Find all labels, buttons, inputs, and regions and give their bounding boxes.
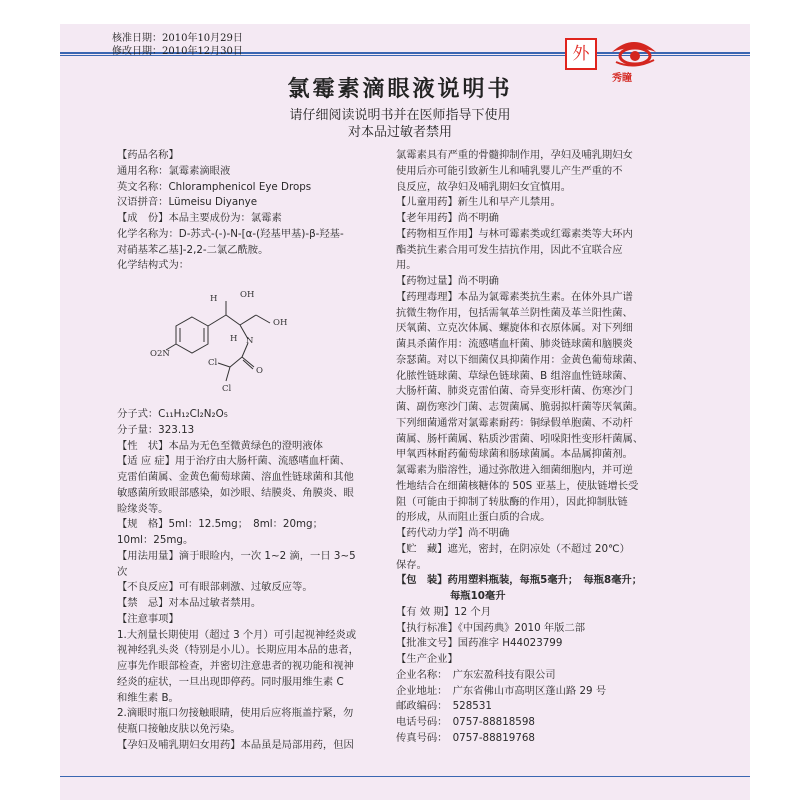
right-line: 【批准文号】国药准字 H44023799 <box>396 637 563 650</box>
atom-label: H <box>230 334 238 344</box>
right-line: 阻（可能由于抑制了转肽酶的作用），因此抑制肽链 <box>396 495 628 508</box>
left-line: 10ml：25mg。 <box>117 534 194 546</box>
right-line: 酯类抗生素合用可发生拮抗作用，因此不宜联合应 <box>396 243 623 256</box>
left-line: 次 <box>117 565 128 578</box>
left-column-bottom <box>117 407 359 754</box>
right-line: 邮政编码： 528531 <box>396 700 492 713</box>
atom-label: Cl <box>222 384 232 394</box>
left-line: 睑缘炎等。 <box>117 502 169 515</box>
right-line: 抗微生物作用，包括需氧革兰阴性菌及革兰阳性菌、 <box>396 306 633 319</box>
atom-label: N <box>246 336 254 346</box>
right-line: 菌属、肠杆菌属、粘质沙雷菌、吲哚阳性变形杆菌属、 <box>396 432 644 445</box>
right-line: 【老年用药】尚不明确 <box>396 212 499 224</box>
right-line: 下列细菌通常对氯霉素耐药：铜绿假单胞菌、不动杆 <box>396 416 633 429</box>
right-line: 性地结合在细菌核糖体的 50S 亚基上，使肽链增长受 <box>396 479 639 492</box>
right-line: 的形成，从而阻止蛋白质的合成。 <box>396 511 551 524</box>
right-line: 保存。 <box>396 558 427 571</box>
left-line: 视神经乳头炎（特别是小儿）。长期应用本品的患者， <box>117 644 359 657</box>
subtitle-instruction: 请仔细阅读说明书并在医师指导下使用 <box>289 108 511 123</box>
right-line: 氯霉素具有严重的骨髓抑制作用，孕妇及哺乳期妇女 <box>396 149 633 161</box>
right-line: 甲氧西林耐药葡萄球菌和肠球菌属。本品属抑菌剂。 <box>396 448 633 461</box>
right-line: 【药理毒理】本品为氯霉素类抗生素。在体外具广谱 <box>396 290 633 303</box>
packaging-line: 【包 装】药用塑料瓶装，每瓶5毫升； 每瓶8毫升； <box>396 574 643 587</box>
left-line: 化学名称为：D-苏式-(-)-N-[α-(羟基甲基)-β-羟基- <box>117 227 344 240</box>
left-column-top <box>117 148 344 274</box>
right-line: 大肠杆菌、肺炎克雷伯菌、奇异变形杆菌、伤寒沙门 <box>396 385 633 398</box>
left-line: 敏感菌所致眼部感染，如沙眼、结膜炎、角膜炎、眼 <box>117 486 354 499</box>
right-line: 【药代动力学】尚不明确 <box>396 527 510 539</box>
subtitle-warning: 对本品过敏者禁用 <box>347 125 452 140</box>
left-line: 克雷伯菌属、金黄色葡萄球菌、溶血性链球菌和其他 <box>117 471 354 483</box>
left-line: 汉语拼音：Lümeisu Diyanye <box>117 196 258 209</box>
left-line: 分子式：C₁₁H₁₂Cl₂N₂O₅ <box>117 408 228 420</box>
left-line: 应事先作眼部检查，并密切注意患者的视功能和视神 <box>117 660 354 672</box>
right-line: 【药物相互作用】与林可霉素类或红霉素类等大环内 <box>396 227 633 240</box>
left-line: 【注意事项】 <box>117 612 179 625</box>
brand-name: 秀瞳 <box>612 73 632 84</box>
right-line: 菌、副伤寒沙门菌、志贺菌属、脆弱拟杆菌等厌氧菌。 <box>396 401 644 413</box>
right-line: 【药物过量】尚不明确 <box>396 275 499 287</box>
left-line: 【禁 忌】对本品过敏者禁用。 <box>117 597 262 609</box>
chemical-structure <box>130 277 300 407</box>
atom-label: O <box>256 366 263 376</box>
right-line: 【贮 藏】遮光，密封，在阴凉处（不超过 20℃） <box>396 542 630 555</box>
atom-label: H <box>210 294 218 304</box>
left-line: 2.滴眼时瓶口勿接触眼睛，使用后应将瓶盖拧紧，勿 <box>117 707 354 720</box>
atom-label: OH <box>240 290 255 300</box>
right-line: 【儿童用药】新生儿和早产儿禁用。 <box>396 196 561 209</box>
left-line: 通用名称：氯霉素滴眼液 <box>117 164 231 177</box>
right-line: 传真号码： 0757-88819768 <box>396 731 535 744</box>
external-use-mark: 外 <box>565 38 597 70</box>
left-line: 【性 状】本品为无色至微黄绿色的澄明液体 <box>117 439 323 452</box>
right-line: 化脓性链球菌、草绿色链球菌、B 组溶血性链球菌、 <box>396 369 633 382</box>
right-line: 厌氧菌、立克次体属、螺旋体和衣原体属。对下列细 <box>396 322 633 335</box>
right-line: 【执行标准】《中国药典》2010 年版二部 <box>396 621 586 634</box>
right-column <box>396 148 643 747</box>
right-line: 奈瑟菌。对以下细菌仅具抑菌作用：金黄色葡萄球菌、 <box>396 353 644 366</box>
left-line: 经炎的症状，一旦出现即停药。同时服用维生素 C <box>117 675 344 688</box>
revision-date: 修改日期：2010年12月30日 <box>112 46 243 57</box>
document-title: 氯霉素滴眼液说明书 <box>287 77 513 102</box>
bottom-blue-rule <box>60 776 750 777</box>
left-line: 对硝基苯乙基]-2,2-二氯乙酰胺。 <box>117 243 269 256</box>
packaging-line: 每瓶10毫升 <box>450 590 506 602</box>
right-line: 氯霉素为脂溶性，通过弥散进入细菌细胞内，并可逆 <box>396 464 633 476</box>
atom-label: Cl <box>208 358 218 368</box>
right-line: 用。 <box>396 259 417 272</box>
right-line: 【生产企业】 <box>396 653 458 665</box>
right-line: 菌具杀菌作用：流感嗜血杆菌、肺炎链球菌和脑膜炎 <box>396 338 633 350</box>
left-line: 【适 应 症】用于治疗由大肠杆菌、流感嗜血杆菌、 <box>117 455 351 468</box>
left-line: 英文名称：Chloramphenicol Eye Drops <box>117 180 312 193</box>
right-line: 【有 效 期】12 个月 <box>396 605 491 618</box>
right-line: 企业地址： 广东省佛山市高明区蓬山路 29 号 <box>396 684 607 697</box>
approval-date: 核准日期：2010年10月29日 <box>112 33 243 44</box>
left-line: 1.大剂量长期使用（超过 3 个月）可引起视神经炎或 <box>117 628 357 641</box>
left-line: 【药品名称】 <box>117 149 179 161</box>
left-line: 【规 格】5ml：12.5mg； 8ml：20mg； <box>117 518 323 531</box>
left-line: 【不良反应】可有眼部刺激、过敏反应等。 <box>117 581 313 594</box>
left-line: 使瓶口接触皮肤以免污染。 <box>117 723 241 735</box>
right-line: 良反应，故孕妇及哺乳期妇女宜慎用。 <box>396 180 572 193</box>
atom-label: OH <box>273 318 288 328</box>
left-line: 【用法用量】滴于眼睑内，一次 1~2 滴，一日 3~5 <box>117 549 356 562</box>
atom-label: O2N <box>150 349 170 359</box>
left-line: 化学结构式为： <box>117 259 190 272</box>
dates <box>112 32 243 58</box>
left-line: 分子量：323.13 <box>117 423 195 436</box>
left-line: 和维生素 B。 <box>117 691 179 704</box>
left-line: 【成 份】本品主要成份为：氯霉素 <box>117 212 282 224</box>
right-line: 企业名称： 广东宏盈科技有限公司 <box>396 668 556 681</box>
right-line: 电话号码： 0757-88818598 <box>396 716 535 728</box>
left-line: 【孕妇及哺乳期妇女用药】本品虽是局部用药，但因 <box>117 738 354 751</box>
right-line: 使用后亦可能引致新生儿和哺乳婴儿产生严重的不 <box>396 164 623 177</box>
